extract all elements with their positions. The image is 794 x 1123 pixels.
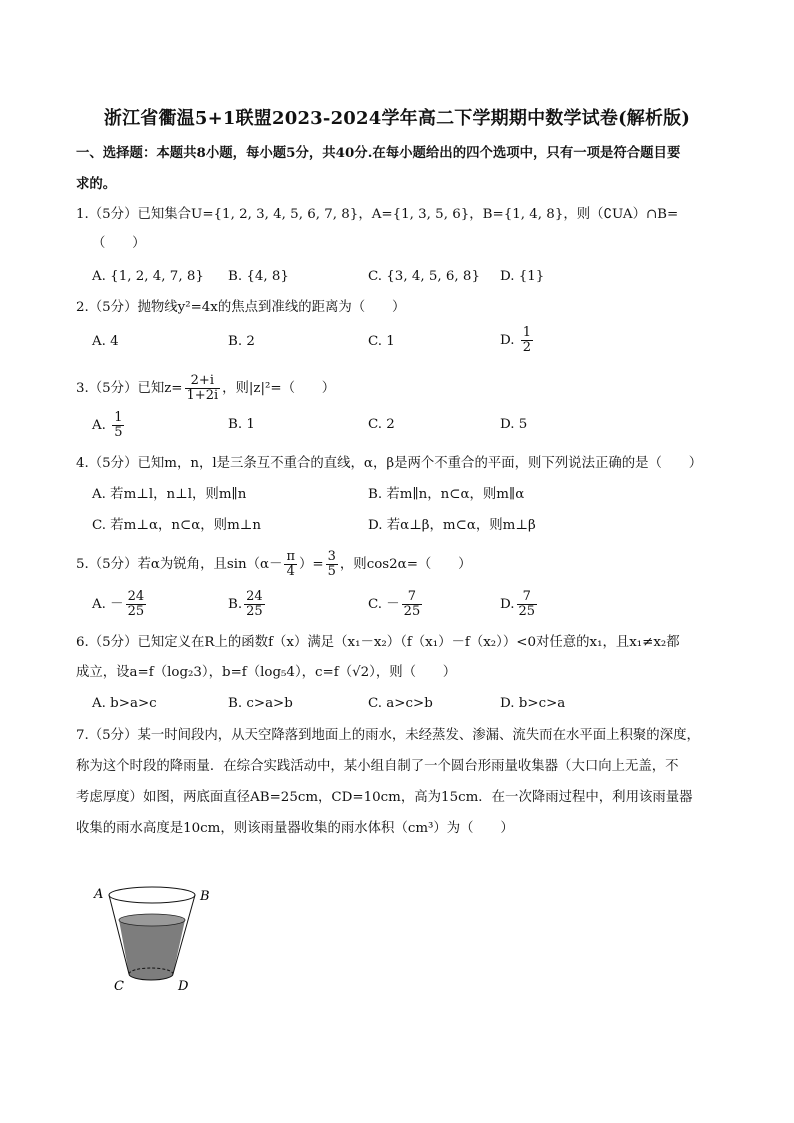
q5-option-c-fraction [402,590,423,619]
rain-gauge-figure [92,878,232,996]
fraction-numerator: 24 [127,589,145,604]
q3-fraction [185,374,221,403]
q4-option-c: C. 若m⊥α，n⊂α，则m⊥n [92,518,261,533]
q5-stem [76,550,471,579]
q1-option-d: D. {1} [500,269,545,284]
q6-stem-line2: 成立，设a=f（log₂3），b=f（log₅4），c=f（√2），则（ ） [76,665,457,680]
q3-prefix: 3.（5分）已知 [76,381,165,396]
fraction-denominator: 4 [286,564,295,579]
q7-stem-line4: 收集的雨水高度是10cm，则该雨量器收集的雨水体积（cm³）为（ ） [76,821,514,836]
q5-option-b [228,590,267,619]
fraction-denominator: 25 [127,604,145,619]
q5-mid: ）= [299,557,324,572]
q5-suffix: ，则cos2α=（ ） [339,557,472,572]
q6-option-c: C. a>c>b [368,696,433,711]
q3-option-c: C. 2 [368,417,395,432]
fraction-denominator: 5 [327,564,336,579]
q5-option-b-fraction [244,590,265,619]
q1-option-a: A. {1, 2, 4, 7, 8} [92,269,204,284]
water-fill [119,920,185,980]
q2-option-b: B. 2 [228,334,255,349]
section-heading-line2: 求的。 [76,176,117,192]
fraction-denominator: 25 [403,604,421,619]
page-title: 浙江省衢温5+1联盟2023-2024学年高二下学期期中数学试卷(解析版) [103,108,691,129]
q5-option-d-label: D. [500,597,515,612]
q1-stem-line1: 1.（5分）已知集合U={1, 2, 3, 4, 5, 6, 7, 8}，A={1, 3, 5, 6}，B={1, 4, 8}，则（∁UA）∩B= [76,207,679,222]
fraction-numerator: 2+i [185,374,221,389]
q5-option-d [500,590,539,619]
q3-option-a-fraction [112,411,124,440]
q3-suffix: ，则|z|²=（ ） [222,381,336,396]
q4-stem: 4.（5分）已知m，n，l是三条互不重合的直线，α，β是两个不重合的平面，则下列说法正确的是（ ） [76,456,703,471]
q6-stem-line1: 6.（5分）已知定义在R上的函数f（x）满足（x₁－x₂）（f（x₁）－f（x₂））<0对任意的x₁，且x₁≠x₂都 [76,635,680,650]
q5-option-a-label: A. － [92,597,124,612]
fraction-numerator: π [286,549,296,564]
top-rim [109,887,195,903]
q3-option-a [92,411,126,440]
fraction-numerator: 24 [246,589,263,604]
fraction-numerator: 7 [517,590,538,605]
water-surface [119,914,185,926]
label-B: B [200,889,210,904]
fraction-denominator: 25 [518,604,536,619]
q2-option-d-fraction [521,326,533,355]
q3-z: z= [164,381,183,396]
q7-stem-line1: 7.（5分）某一时间段内，从天空降落到地面上的雨水，未经蒸发、渗漏、流失而在水平面上积聚的深度， [76,728,700,743]
q5-option-c-label: C. － [368,597,400,612]
q5-option-c [368,590,424,619]
q7-stem-line2: 称为这个时段的降雨量．在综合实践活动中，某小组自制了一个圆台形雨量收集器（大口向上无盖，不 [76,759,679,774]
q2-option-a: A. 4 [92,334,119,349]
q5-option-b-label: B. [228,597,243,612]
q6-option-a: A. b>a>c [92,696,157,711]
label-C: C [114,979,124,994]
q2-option-d [500,326,535,355]
fraction-denominator: 5 [114,425,123,440]
label-D: D [178,979,189,994]
q4-option-d: D. 若α⊥β，m⊂α，则m⊥β [368,518,536,533]
q3-stem [76,374,335,403]
fraction-denominator: 25 [246,604,263,619]
fraction-numerator: 3 [327,549,336,564]
q6-option-d: D. b>c>a [500,696,566,711]
q2-option-d-label: D. [500,333,515,348]
fraction-denominator: 2 [522,340,532,355]
q2-option-c: C. 1 [368,334,395,349]
q2-stem: 2.（5分）抛物线y²=4x的焦点到准线的距离为（ ） [76,300,406,315]
q3-option-b: B. 1 [228,417,255,432]
q5-option-d-fraction [517,590,538,619]
section-heading-line1: 一、选择题：本题共8小题，每小题5分，共40分.在每小题给出的四个选项中，只有一项是符合题目要 [76,145,681,161]
q7-stem-line3: 考虑厚度）如图，两底面直径AB=25cm，CD=10cm，高为15cm．在一次降雨过程中，利用该雨量器 [76,790,693,805]
q5-pi-fraction [284,550,297,579]
fraction-denominator: 1+2i [186,388,219,403]
fraction-numerator: 1 [522,325,532,340]
frustum-diagram [92,878,232,996]
label-A: A [94,887,104,902]
q5-option-a [92,590,148,619]
q1-option-c: C. {3, 4, 5, 6, 8} [368,269,480,284]
fraction-numerator: 1 [114,410,123,425]
q6-option-b: B. c>a>b [228,696,293,711]
q5-option-a-fraction [126,590,147,619]
q4-option-a: A. 若m⊥l，n⊥l，则m∥n [92,487,247,502]
fraction-numerator: 7 [402,590,423,605]
q1-stem-line2: （ ） [92,236,146,251]
q3-option-d: D. 5 [500,417,528,432]
q1-option-b: B. {4, 8} [228,269,289,284]
q5-prefix: 5.（5分）若α为锐角，且sin（α－ [76,557,283,572]
q4-option-b: B. 若m∥n，n⊂α，则m∥α [368,487,525,502]
q5-value-fraction [326,550,338,579]
q3-option-a-label: A. [92,418,106,433]
